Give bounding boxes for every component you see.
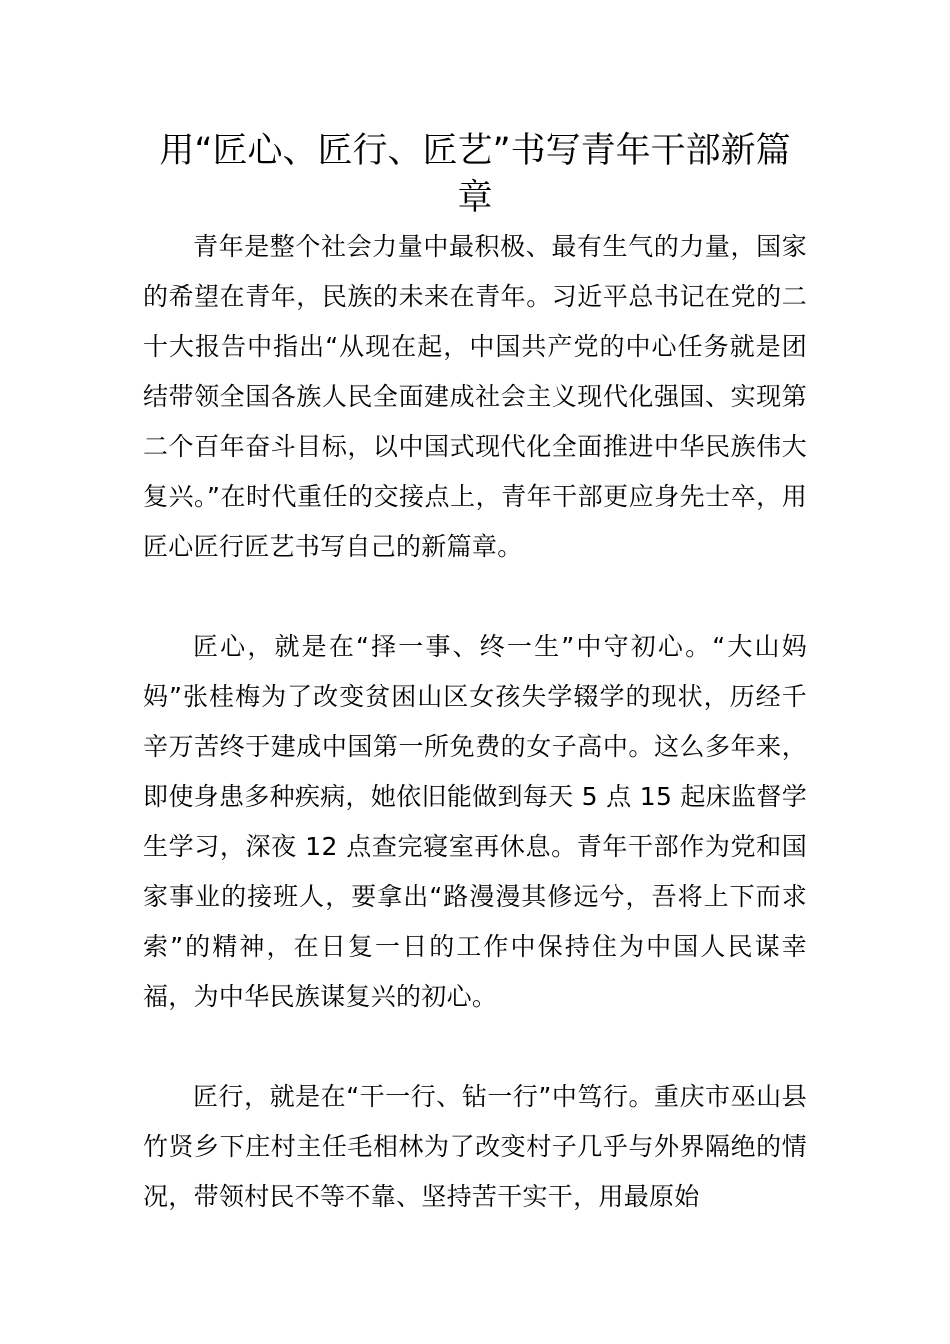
paragraph-gap — [143, 1022, 807, 1072]
paragraph-intro: 青年是整个社会力量中最积极、最有生气的力量，国家的希望在青年，民族的未来在青年。习近平总书记在党的二十大报告中指出“从现在起，中国共产党的中心任务就是团结带领全国各族人民全面建成社会主义现代化强国、实现第二个百年奋斗目标，以中国式现代化全面推进中华民族伟大复兴。”在时代重任的交接点上，青年干部更应身先士卒，用匠心匠行匠艺书写自己的新篇章。 — [143, 232, 807, 561]
document-page — [143, 128, 807, 1222]
paragraph-jiangxin: 匠心，就是在“择一事、终一生”中守初心。“大山妈妈”张桂梅为了改变贫困山区女孩失学辍学的现状，历经千辛万苦终于建成中国第一所免费的女子高中。这么多年来，即使身患多种疾病，她依旧能做到每天 5 点 15 起床监督学生学习，深夜 12 点查完寝室再休息。青年干部作为党和国家事业的接班人，要拿出“路漫漫其修远兮，吾将上下而求索”的精神，在日复一日的工作中保持住为中国人民谋幸福，为中华民族谋复兴的初心。 — [143, 632, 807, 1011]
paragraph-jiangxing: 匠行，就是在“干一行、钻一行”中笃行。重庆市巫山县竹贤乡下庄村主任毛相林为了改变村子几乎与外界隔绝的情况，带领村民不等不靠、坚持苦干实干，用最原始 — [143, 1082, 807, 1211]
paragraph-gap — [143, 572, 807, 622]
document-title: 用“匠心、匠行、匠艺”书写青年干部新篇章 — [159, 131, 791, 218]
